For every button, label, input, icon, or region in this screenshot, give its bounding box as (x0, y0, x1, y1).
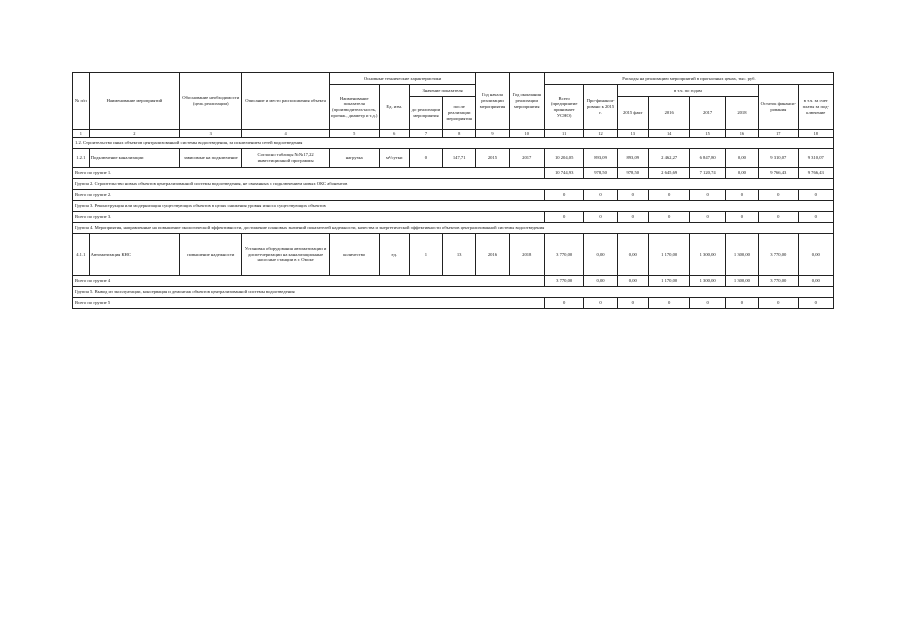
row-fee: 9 310,07 (798, 149, 833, 168)
header-expenses-group: Расходы на реализацию мероприятий в прогнозных ценах, тыс. руб. (544, 73, 833, 85)
row-no: 1.2.1 (73, 149, 90, 168)
column-number: 5 (329, 130, 379, 138)
row-2017: 1 300,00 (690, 234, 725, 276)
row-remaining: 3 770,00 (759, 234, 799, 276)
y2015-value: 978,50 (617, 168, 648, 179)
column-number: 17 (759, 130, 799, 138)
header-2017: 2017 (690, 97, 725, 130)
remaining-value: 0 (759, 298, 799, 309)
fee-value: 0 (798, 298, 833, 309)
group-total-row (73, 276, 834, 287)
fee-value: 0 (798, 190, 833, 201)
row-2018: 0,00 (725, 149, 758, 168)
column-number: 6 (379, 130, 409, 138)
row-2016: 2 462,27 (648, 149, 690, 168)
y2016-value: 2 645,69 (648, 168, 690, 179)
financed-value: 0,00 (584, 276, 617, 287)
row-financed: 0,00 (584, 234, 617, 276)
section-heading: Группа 2. Строительство новых объектов централизованной системы водоотведения, не связанных с подключением новых ОКС абонентов (73, 179, 834, 190)
header-start-year: Год начала реализации мероприятия (476, 73, 509, 130)
header-total: Всего (предприятие принимает УСНО) (544, 85, 584, 130)
group-total-label: Всего по группе 2. (73, 190, 545, 201)
column-number: 18 (798, 130, 833, 138)
fee-value: 0,00 (798, 276, 833, 287)
row-description: Установка оборудования автоматизации и диспетчеризации на канализационные насосные станции в г. Омске (242, 234, 329, 276)
header-no: № п/п (73, 73, 90, 130)
y2018-value: 0,00 (725, 168, 758, 179)
y2017-value: 0 (690, 190, 725, 201)
y2017-value: 0 (690, 212, 725, 223)
total-value: 0 (544, 190, 584, 201)
header-unit: Ед. изм. (379, 85, 409, 130)
row-unit: ед. (379, 234, 409, 276)
financed-value: 0 (584, 212, 617, 223)
column-number: 7 (409, 130, 442, 138)
row-description: Согласно таблицы №№17,22 инвестиционной программы (242, 149, 329, 168)
column-number: 9 (476, 130, 509, 138)
header-2015: 2015 факт (617, 97, 648, 130)
y2017-value: 7 120,74 (690, 168, 725, 179)
table-row (73, 149, 834, 168)
row-indicator: нагрузка (329, 149, 379, 168)
row-total: 10 204,05 (544, 149, 584, 168)
header-years-group: в т.ч. по годам (617, 85, 758, 97)
header-justification: Обоснование необходимости (цель реализации) (180, 73, 242, 130)
column-number: 16 (725, 130, 758, 138)
group-total-label: Всего по группе 5 (73, 298, 545, 309)
section-heading: Группа 3. Реконструкция или модернизация существующих объектов в целях снижения уровня износа существующих объектов (73, 201, 834, 212)
y2016-value: 0 (648, 190, 690, 201)
row-fee: 0,00 (798, 234, 833, 276)
column-number: 8 (443, 130, 476, 138)
header-indicator: Наименование показателя (производитель-ность, протяж., диаметр и т.д.) (329, 85, 379, 130)
remaining-value: 0 (759, 212, 799, 223)
row-after: 13 (443, 234, 476, 276)
y2018-value: 1 300,00 (725, 276, 758, 287)
y2018-value: 0 (725, 298, 758, 309)
header-tech-group: Основные технические характеристики (329, 73, 476, 85)
remaining-value: 0 (759, 190, 799, 201)
row-start: 2015 (476, 149, 509, 168)
row-2018: 1 300,00 (725, 234, 758, 276)
investment-program-table-sheet (72, 72, 834, 309)
row-before: 0 (409, 149, 442, 168)
remaining-value: 9 766,43 (759, 168, 799, 179)
section-heading: Группа 4. Мероприятия, направленные на повышение экологической эффективности, достижение плановых значений показателей надежности, качества и энергетической эффективности объектов централизованной системы водоотведения (73, 223, 834, 234)
y2018-value: 0 (725, 212, 758, 223)
header-remaining: Остаток финанси-рования (759, 85, 799, 130)
row-2016: 1 170,00 (648, 234, 690, 276)
row-remaining: 9 310,07 (759, 149, 799, 168)
y2018-value: 0 (725, 190, 758, 201)
row-no: 4.1.1 (73, 234, 90, 276)
row-justification: зависимые на подключение (180, 149, 242, 168)
row-justification: повышение надежности (180, 234, 242, 276)
row-unit: м³/сутки (379, 149, 409, 168)
group-total-row (73, 298, 834, 309)
column-number: 13 (617, 130, 648, 138)
row-2017: 6 847,80 (690, 149, 725, 168)
row-2015: 893,09 (617, 149, 648, 168)
row-start: 2016 (476, 234, 509, 276)
group-total-row (73, 190, 834, 201)
group-total-row (73, 212, 834, 223)
column-number: 14 (648, 130, 690, 138)
total-value: 3 770,00 (544, 276, 584, 287)
financed-value: 0 (584, 190, 617, 201)
column-number: 3 (180, 130, 242, 138)
section-heading: 1.2. Строительство иных объектов централизованной системы водоотведения, за исключением сетей водоотведения (73, 138, 834, 149)
table-row (73, 234, 834, 276)
header-before: до реализации мероприятия (409, 97, 442, 130)
y2015-value: 0,00 (617, 276, 648, 287)
y2016-value: 0 (648, 298, 690, 309)
row-name: Подключение канализации (89, 149, 179, 168)
column-number: 1 (73, 130, 90, 138)
section-heading: Группа 5. Вывод из эксплуатации, консервация и демонтаж объектов централизованной системы водоотведения (73, 287, 834, 298)
header-description: Описание и место расположения объекта (242, 73, 329, 130)
row-total: 3 770,00 (544, 234, 584, 276)
financed-value: 0 (584, 298, 617, 309)
row-indicator: количество (329, 234, 379, 276)
header-end-year: Год окончания реализации мероприятия (509, 73, 544, 130)
group-total-label: Всего по группе 3. (73, 212, 545, 223)
column-number-row (73, 130, 834, 138)
group-total-label: Всего по группе 4 (73, 276, 545, 287)
y2017-value: 1 300,00 (690, 276, 725, 287)
total-value: 0 (544, 298, 584, 309)
fee-value: 9 766,43 (798, 168, 833, 179)
header-incl-fee: в т.ч. за счет платы за под-ключение (798, 85, 833, 130)
group-total-label: Всего по группе 1. (73, 168, 545, 179)
row-name: Автоматизация КНС (89, 234, 179, 276)
remaining-value: 3 770,00 (759, 276, 799, 287)
row-after: 147,71 (443, 149, 476, 168)
column-number: 10 (509, 130, 544, 138)
y2016-value: 1 170,00 (648, 276, 690, 287)
total-value: 0 (544, 212, 584, 223)
row-financed: 893,09 (584, 149, 617, 168)
row-end: 2017 (509, 149, 544, 168)
header-2018: 2018 (725, 97, 758, 130)
column-number: 15 (690, 130, 725, 138)
header-financed: Про-финанси-ровано к 2015 г. (584, 85, 617, 130)
row-end: 2018 (509, 234, 544, 276)
header-name: Наименование мероприятий (89, 73, 179, 130)
financed-value: 978,50 (584, 168, 617, 179)
header-2016: 2016 (648, 97, 690, 130)
row-before: 1 (409, 234, 442, 276)
y2016-value: 0 (648, 212, 690, 223)
fee-value: 0 (798, 212, 833, 223)
column-number: 12 (584, 130, 617, 138)
y2015-value: 0 (617, 298, 648, 309)
y2015-value: 0 (617, 190, 648, 201)
expenses-table (72, 72, 834, 309)
y2017-value: 0 (690, 298, 725, 309)
row-2015: 0,00 (617, 234, 648, 276)
column-number: 4 (242, 130, 329, 138)
header-value-group: Значение показателя (409, 85, 476, 97)
group-total-row (73, 168, 834, 179)
y2015-value: 0 (617, 212, 648, 223)
header-after: после реализации мероприятия (443, 97, 476, 130)
column-number: 2 (89, 130, 179, 138)
total-value: 10 744,93 (544, 168, 584, 179)
column-number: 11 (544, 130, 584, 138)
